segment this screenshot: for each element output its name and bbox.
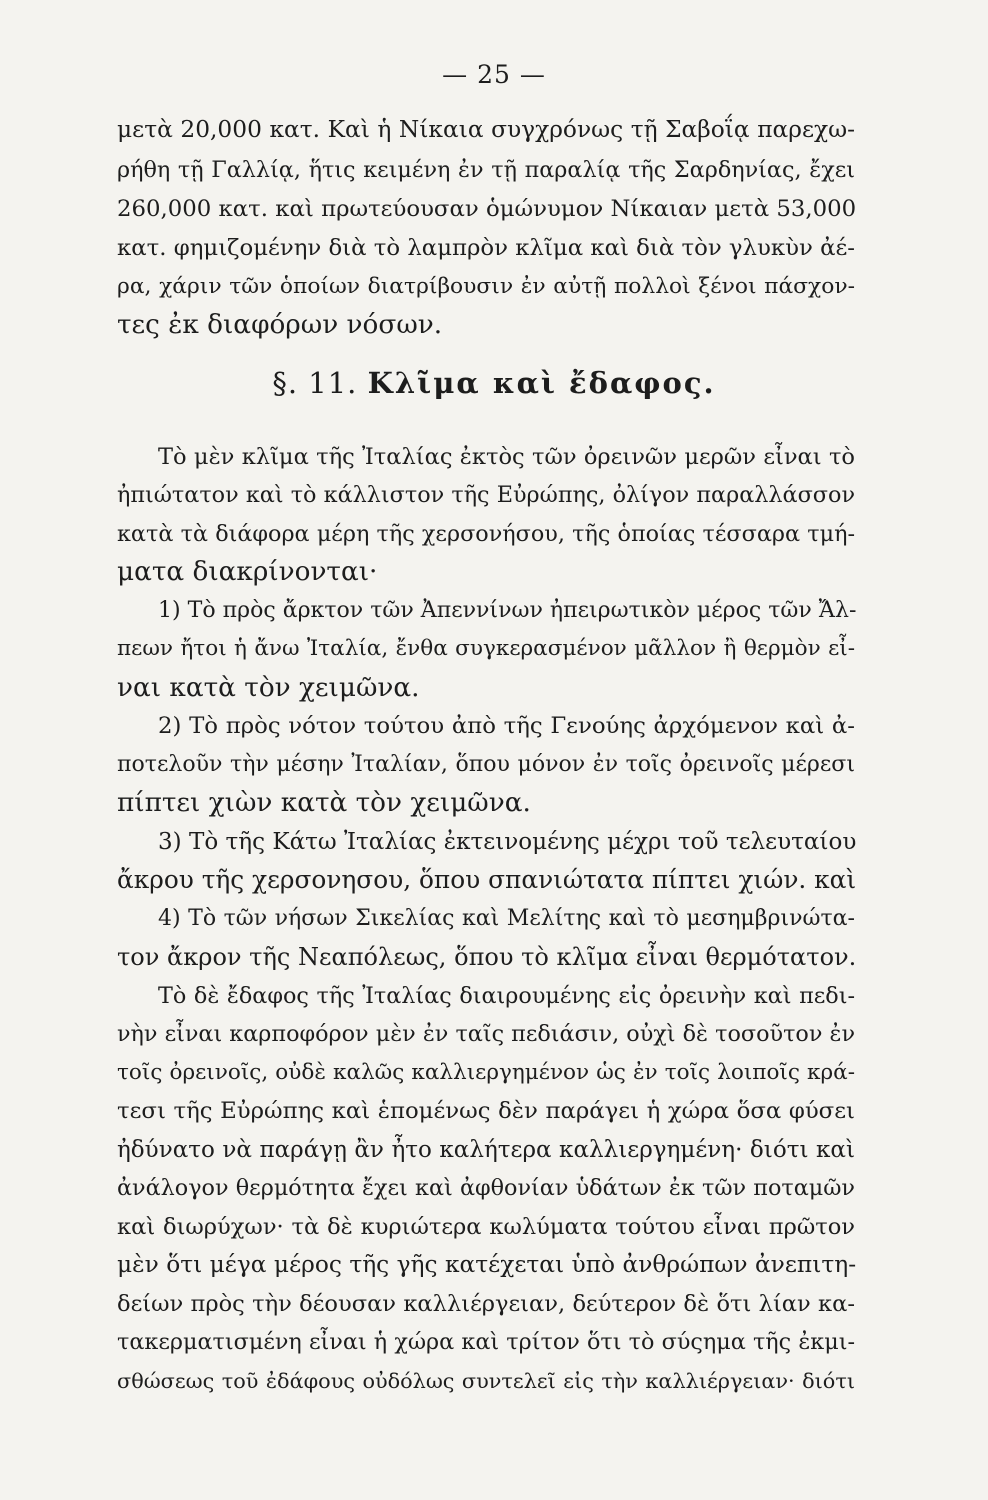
text-line: δείων πρὸς τὴν δέουσαν καλλιέργειαν, δεύτερον δὲ ὅτι λίαν κα- [117, 1291, 855, 1317]
page-number: — 25 — [442, 60, 546, 89]
section-title: Κλῖμα καὶ ἔδαφος. [367, 366, 716, 400]
section-number: §. 11. [272, 366, 358, 400]
text-line: πεων ἤτοι ἡ ἄνω Ἰταλία, ἔνθα συγκερασμένον μᾶλλον ἢ θερμὸν εἶ- [117, 636, 855, 661]
text-line: νὴν εἶναι καρποφόρον μὲν ἐν ταῖς πεδιάσιν, οὐχὶ δὲ τοσοῦτον ἐν [117, 1021, 855, 1047]
text-line: ποτελοῦν τὴν μέσην Ἰταλίαν, ὅπου μόνον ἐν τοῖς ὀρεινοῖς μέρεσι [117, 752, 855, 777]
text-line: καὶ διωρύχων· τὰ δὲ κυριώτερα κωλύματα τούτου εἶναι πρῶτον [117, 1214, 855, 1240]
text-line: τακερματισμένη εἶναι ἡ χώρα καὶ τρίτον ὅτι τὸ σύςημα τῆς ἐκμι- [117, 1329, 855, 1355]
text-line: ἠδύνατο νὰ παράγῃ ἂν ἦτο καλήτερα καλλιεργημένη· διότι καὶ [117, 1137, 855, 1163]
text-line: πίπτει χιὼν κατὰ τὸν χειμῶνα. [117, 788, 531, 818]
text-line: κατ. φημιζομένην διὰ τὸ λαμπρὸν κλῖμα καὶ διὰ τὸν γλυκὺν ἀέ- [117, 235, 855, 261]
text-line: ναι κατὰ τὸν χειμῶνα. [117, 673, 420, 703]
text-line: ἄκρου τῆς χερσονησου, ὅπου σπανιώτατα πίπτει χιών. καὶ [117, 865, 857, 894]
text-line: 3) Τὸ τῆς Κάτω Ἰταλίας ἐκτεινομένης μέχρι τοῦ τελευταίου [158, 829, 857, 855]
text-line: ρα, χάριν τῶν ὁποίων διατρίβουσιν ἐν αὐτῇ πολλοὶ ξένοι πάσχον- [117, 274, 855, 299]
text-line: τοῖς ὀρεινοῖς, οὐδὲ καλῶς καλλιεργημένον ὡς ἐν τοῖς λοιποῖς κρά- [117, 1060, 855, 1085]
text-line: 260,000 κατ. καὶ πρωτεύουσαν ὁμώνυμον Νίκαιαν μετὰ 53,000 [117, 196, 857, 222]
text-line: ἀνάλογον θερμότητα ἔχει καὶ ἀφθονίαν ὑδάτων ἐκ τῶν ποταμῶν [117, 1175, 855, 1201]
text-line: κατὰ τὰ διάφορα μέρη τῆς χερσονήσου, τῆς ὁποίας τέσσαρα τμή- [117, 521, 855, 547]
text-line: ματα διακρίνονται· [117, 557, 378, 587]
text-line: μὲν ὅτι μέγα μέρος τῆς γῆς κατέχεται ὑπὸ ἀνθρώπων ἀνεπιτη- [117, 1251, 857, 1278]
text-line: Τὸ μὲν κλῖμα τῆς Ἰταλίας ἐκτὸς τῶν ὀρεινῶν μερῶν εἶναι τὸ [158, 444, 855, 470]
text-line: τες ἐκ διαφόρων νόσων. [117, 310, 443, 340]
text-line: τεσι τῆς Εὐρώπης καὶ ἑπομένως δὲν παράγει ἡ χώρα ὅσα φύσει [117, 1098, 855, 1124]
text-line: σθώσεως τοῦ ἐδάφους οὐδόλως συντελεῖ εἰς τὴν καλλιέργειαν· διότι [117, 1369, 855, 1393]
section-heading [0, 361, 988, 405]
text-line: τον ἄκρον τῆς Νεαπόλεως, ὅπου τὸ κλῖμα εἶναι θερμότατον. [117, 943, 857, 971]
text-line: μετὰ 20,000 κατ. Καὶ ἡ Νίκαια συγχρόνως τῇ Σαβοΐᾳ παρεχω- [117, 116, 855, 143]
text-line: Τὸ δὲ ἔδαφος τῆς Ἰταλίας διαιρουμένης εἰς ὀρεινὴν καὶ πεδι- [158, 983, 855, 1009]
text-line: 4) Τὸ τῶν νήσων Σικελίας καὶ Μελίτης καὶ τὸ μεσημβρινώτα- [158, 906, 855, 931]
text-line: 2) Τὸ πρὸς νότον τούτου ἀπὸ τῆς Γενούης ἀρχόμενον καὶ ἀ- [158, 713, 855, 739]
text-line: ἠπιώτατον καὶ τὸ κάλλιστον τῆς Εὐρώπης, ὀλίγον παραλλάσσον [117, 482, 855, 508]
text-line: ρήθη τῇ Γαλλίᾳ, ἥτις κειμένη ἐν τῇ παραλίᾳ τῆς Σαρδηνίας, ἔχει [117, 157, 855, 183]
text-line: 1) Τὸ πρὸς ἄρκτον τῶν Ἀπεννίνων ἠπειρωτικὸν μέρος τῶν Ἄλ- [158, 598, 857, 623]
